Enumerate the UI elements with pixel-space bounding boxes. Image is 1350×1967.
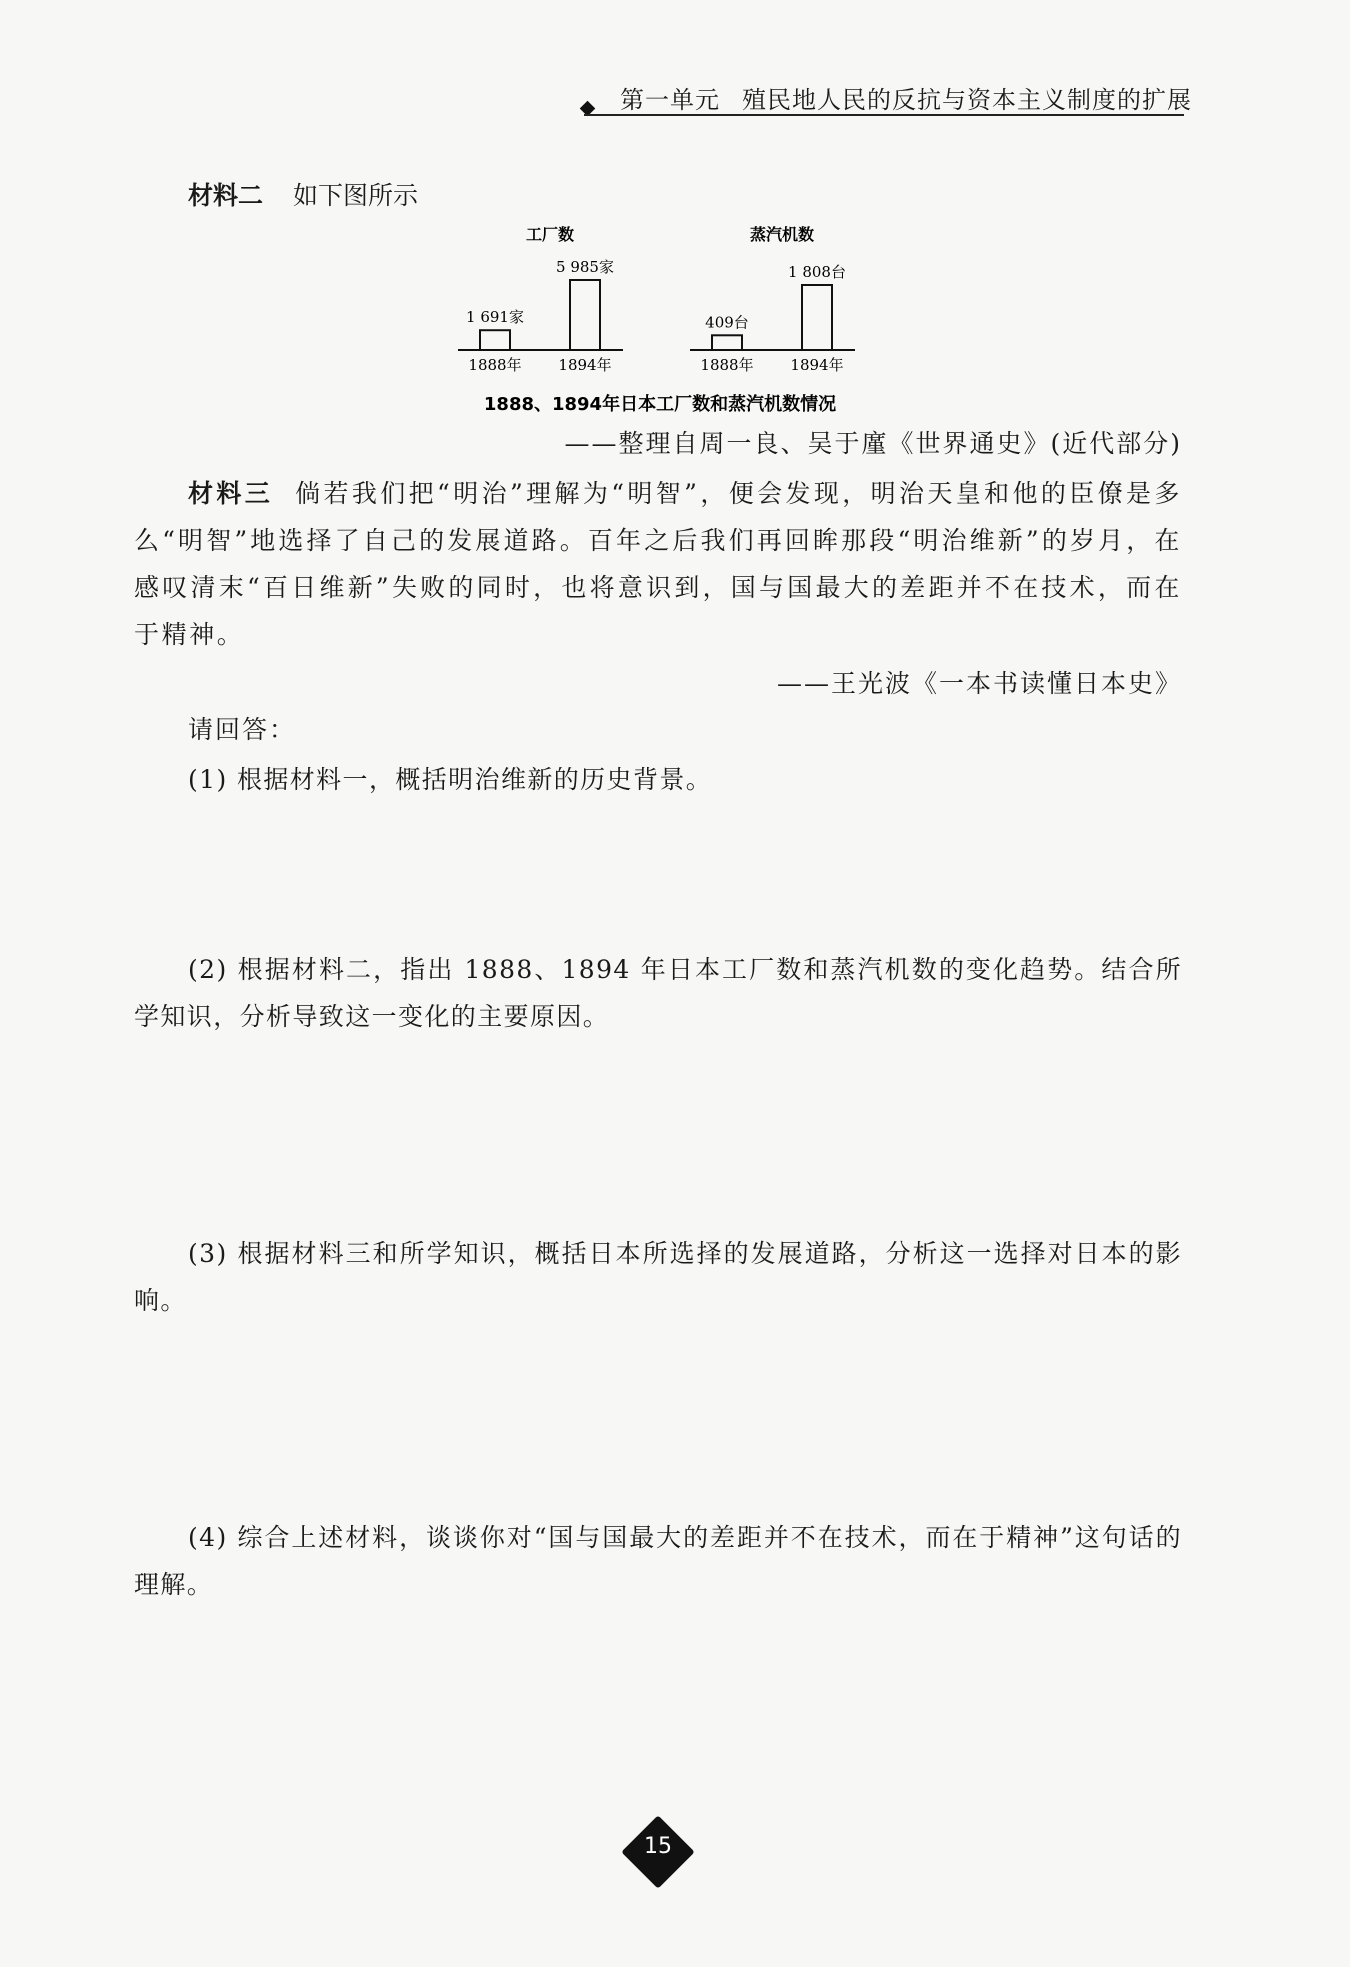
bar bbox=[802, 285, 832, 350]
material3-block bbox=[134, 470, 1182, 658]
chart-title: 1888、1894年日本工厂数和蒸汽机数情况 bbox=[483, 394, 837, 415]
bar-value-label: 1 808台 bbox=[788, 263, 846, 281]
x-tick-label: 1894年 bbox=[558, 356, 612, 374]
material3-label: 材料三 bbox=[188, 479, 274, 508]
question-4 bbox=[134, 1514, 1182, 1608]
material2-heading bbox=[188, 176, 418, 212]
material2-source: ——整理自周一良、吴于廑《世界通史》(近代部分) bbox=[564, 429, 1182, 458]
bar bbox=[712, 335, 742, 350]
x-tick-label: 1894年 bbox=[790, 356, 844, 374]
bar-chart bbox=[440, 220, 880, 420]
material3-source: ——王光波《一本书读懂日本史》 bbox=[776, 669, 1182, 698]
bar bbox=[480, 330, 510, 350]
bar-value-label: 5 985家 bbox=[556, 258, 614, 276]
question-3 bbox=[134, 1230, 1182, 1324]
running-header bbox=[620, 80, 1192, 115]
question-3-text: (3) 根据材料三和所学知识，概括日本所选择的发展道路，分析这一选择对日本的影响。 bbox=[134, 1239, 1182, 1315]
x-tick-label: 1888年 bbox=[468, 356, 522, 374]
question-1 bbox=[134, 756, 1182, 803]
question-2 bbox=[134, 946, 1182, 1040]
chart-panel-steam-engines bbox=[690, 225, 855, 374]
material2-intro: 如下图所示 bbox=[293, 181, 419, 210]
header-unit: 第一单元 bbox=[620, 86, 720, 114]
bar-value-label: 1 691家 bbox=[466, 308, 524, 327]
question-2-text: (2) 根据材料二，指出 1888、1894 年日本工厂数和蒸汽机数的变化趋势。结合所学知识，分析导致这一变化的主要原因。 bbox=[134, 955, 1182, 1031]
question-1-text: (1) 根据材料一，概括明治维新的历史背景。 bbox=[188, 765, 713, 794]
material2-label: 材料二 bbox=[188, 181, 264, 210]
page-number: 15 bbox=[644, 1834, 672, 1859]
x-tick-label: 1888年 bbox=[700, 356, 754, 374]
bar bbox=[570, 280, 600, 350]
panel-title: 蒸汽机数 bbox=[749, 225, 815, 244]
chart-panel-factories bbox=[458, 225, 623, 374]
bar-value-label: 409台 bbox=[705, 313, 749, 332]
header-title: 殖民地人民的反抗与资本主义制度的扩展 bbox=[742, 86, 1192, 114]
panel-title: 工厂数 bbox=[525, 225, 575, 244]
questions-prompt: 请回答： bbox=[188, 715, 297, 744]
question-4-text: (4) 综合上述材料，谈谈你对“国与国最大的差距并不在技术，而在于精神”这句话的理解。 bbox=[134, 1523, 1182, 1599]
material3-text: 倘若我们把“明治”理解为“明智”，便会发现，明治天皇和他的臣僚是多么“明智”地选择了自己的发展道路。百年之后我们再回眸那段“明治维新”的岁月，在感叹清末“百日维新”失败的同时，也将意识到，国与国最大的差距并不在技术，而在于精神。 bbox=[134, 479, 1182, 649]
